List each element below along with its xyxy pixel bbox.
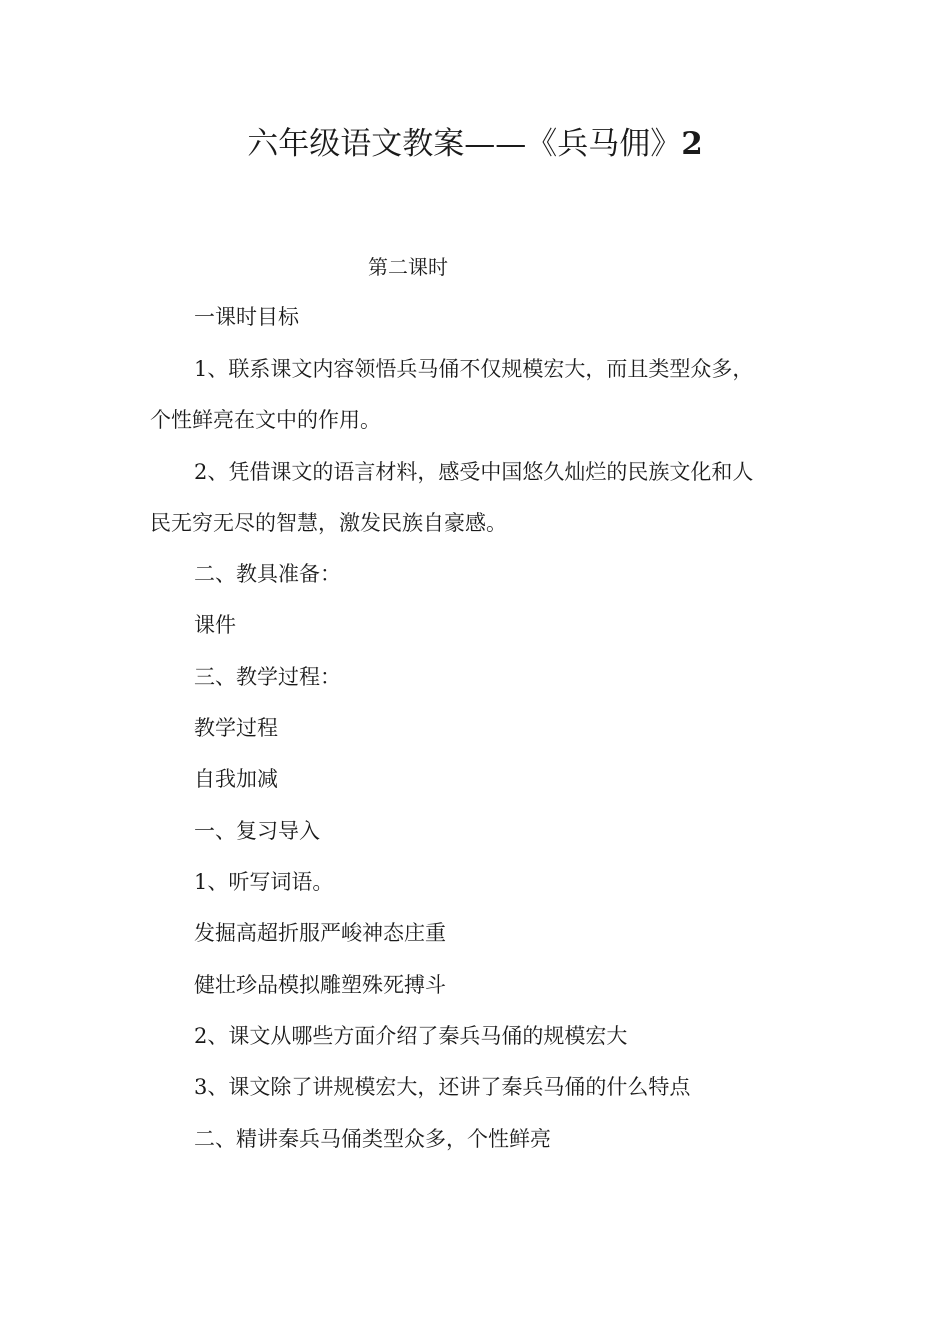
paragraph-line: 3、课文除了讲规模宏大，还讲了秦兵马俑的什么特点 [194, 1075, 691, 1099]
lesson-subtitle: 第二课时 [368, 255, 448, 279]
paragraph-line: 2、凭借课文的语言材料，感受中国悠久灿烂的民族文化和人 [194, 460, 754, 484]
paragraph-line: 自我加减 [194, 767, 278, 791]
section-heading-objectives: 一课时目标 [194, 305, 299, 329]
document-title [0, 122, 950, 166]
paragraph-line: 课件 [194, 613, 236, 637]
paragraph-line: 2、课文从哪些方面介绍了秦兵马俑的规模宏大 [194, 1024, 628, 1048]
section-heading-lecture: 二、精讲秦兵马俑类型众多，个性鲜亮 [194, 1127, 551, 1151]
paragraph-line: 民无穷无尽的智慧，激发民族自豪感。 [150, 511, 507, 535]
paragraph-line: 发掘高超折服严峻神态庄重 [194, 921, 446, 945]
section-heading-process: 三、教学过程： [194, 665, 341, 689]
section-heading-review: 一、复习导入 [194, 819, 320, 843]
paragraph-line: 1、联系课文内容领悟兵马俑不仅规模宏大，而且类型众多， [194, 357, 754, 381]
title-number: 2 [681, 126, 703, 162]
paragraph-line: 1、听写词语。 [194, 870, 334, 894]
section-heading-tools: 二、教具准备： [194, 562, 341, 586]
paragraph-line: 教学过程 [194, 716, 278, 740]
paragraph-line: 健壮珍品模拟雕塑殊死搏斗 [194, 973, 446, 997]
paragraph-line: 个性鲜亮在文中的作用。 [150, 408, 381, 432]
title-text: 六年级语文教案——《兵马佣》 [247, 126, 682, 162]
